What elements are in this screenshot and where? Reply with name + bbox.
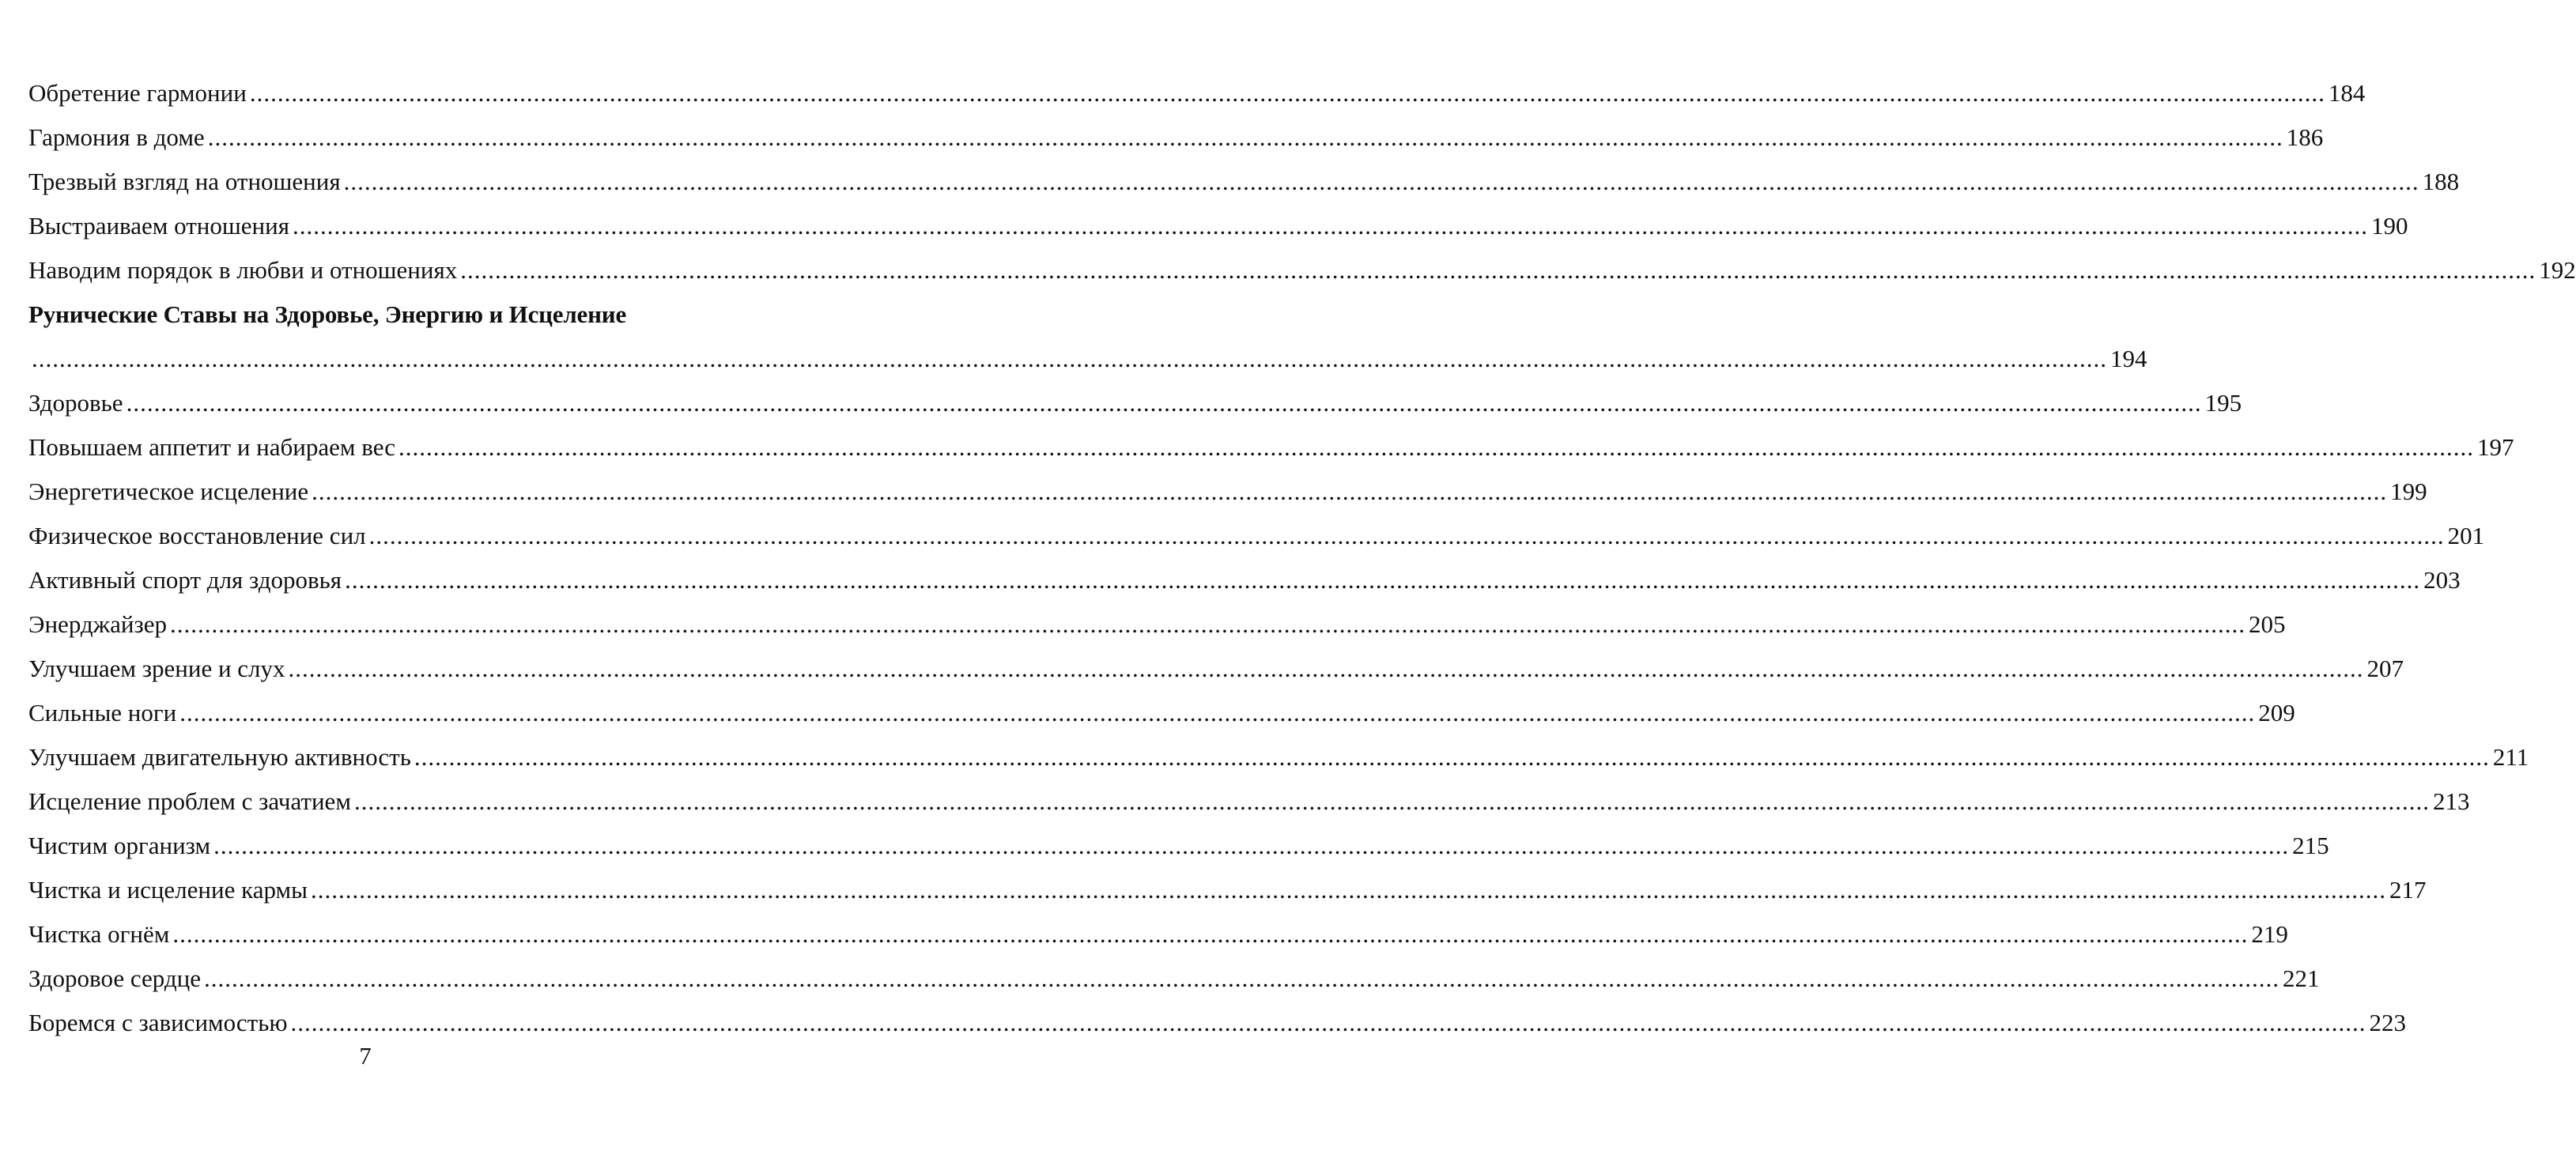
toc-entry-title: Чистка и исцеление кармы xyxy=(28,876,308,904)
toc-entry-page: 219 xyxy=(2251,920,2288,948)
dot-leader: ............................................................................................................................................................................................................................................................................................................ xyxy=(126,389,2202,417)
toc-entry-page: 197 xyxy=(2477,433,2514,461)
dot-leader: ............................................................................................................................................................................................................................................................................................................ xyxy=(343,168,2419,195)
toc-entry xyxy=(28,691,2295,735)
toc-entry xyxy=(28,470,2427,514)
toc-entry xyxy=(28,647,2404,691)
section-heading: Рунические Ставы на Здоровье, Энергию и Исцеление xyxy=(28,300,626,328)
toc-entry xyxy=(28,115,2324,160)
toc-entry xyxy=(28,514,2485,558)
toc-entry xyxy=(28,779,2470,824)
toc-entry-title: Улучшаем двигательную активность xyxy=(28,743,411,771)
toc-entry-title: Повышаем аппетит и набираем вес xyxy=(28,433,396,461)
dot-leader: ............................................................................................................................................................................................................................................................................................................ xyxy=(169,610,2246,638)
dot-leader: ............................................................................................................................................................................................................................................................................................................ xyxy=(310,876,2386,904)
toc-entry-page: 211 xyxy=(2492,743,2529,771)
toc-entry-page: 188 xyxy=(2422,168,2460,195)
toc-entry xyxy=(28,824,2329,868)
toc-entry xyxy=(28,71,2366,115)
section-page-number: 194 xyxy=(2110,345,2147,372)
toc-entry xyxy=(28,912,2288,957)
dot-leader: ............................................................................................................................................................................................................................................................................................................ xyxy=(32,345,2107,372)
toc-entry-page: 186 xyxy=(2286,123,2324,151)
toc-entry-title: Гармония в доме xyxy=(28,123,205,151)
toc-entry xyxy=(28,1001,2407,1045)
dot-leader: ............................................................................................................................................................................................................................................................................................................ xyxy=(345,566,2421,594)
toc-entry-page: 213 xyxy=(2432,787,2470,815)
toc-entry-page: 205 xyxy=(2248,610,2286,638)
toc-entry-title: Обретение гармонии xyxy=(28,79,247,107)
toc-entry-title: Сильные ноги xyxy=(28,699,177,726)
toc-entry-page: 209 xyxy=(2258,699,2295,726)
toc-entry-title: Здоровье xyxy=(28,389,123,417)
dot-leader: ............................................................................................................................................................................................................................................................................................................ xyxy=(203,964,2279,992)
toc-entry-page: 223 xyxy=(2369,1009,2407,1036)
toc-entry-page: 221 xyxy=(2282,964,2320,992)
toc-entry xyxy=(28,425,2514,470)
dot-leader: ............................................................................................................................................................................................................................................................................................................ xyxy=(249,79,2325,107)
toc-entry xyxy=(28,381,2242,425)
dot-leader: ............................................................................................................................................................................................................................................................................................................ xyxy=(179,699,2256,726)
toc-entry xyxy=(28,204,2408,248)
toc-entry-page: 207 xyxy=(2366,655,2404,682)
section-heading-page-row xyxy=(28,337,2147,381)
toc-entry xyxy=(28,558,2461,602)
toc-entry-title: Наводим порядок в любви и отношениях xyxy=(28,256,458,284)
dot-leader: ............................................................................................................................................................................................................................................................................................................ xyxy=(290,1009,2366,1036)
dot-leader: ............................................................................................................................................................................................................................................................................................................ xyxy=(207,123,2283,151)
toc-entry xyxy=(28,602,2286,647)
toc-entry-page: 184 xyxy=(2328,79,2366,107)
toc-entry xyxy=(28,868,2427,912)
table-of-contents xyxy=(28,71,2576,1045)
dot-leader: ............................................................................................................................................................................................................................................................................................................ xyxy=(288,655,2364,682)
toc-entry-title: Физическое восстановление сил xyxy=(28,522,366,549)
toc-list-before xyxy=(28,71,2576,292)
toc-entry-title: Чистим организм xyxy=(28,832,211,859)
page-number: 7 xyxy=(359,1042,372,1070)
dot-leader: ............................................................................................................................................................................................................................................................................................................ xyxy=(414,743,2490,771)
toc-entry-page: 192 xyxy=(2539,256,2576,284)
toc-entry-page: 190 xyxy=(2370,212,2408,240)
dot-leader: ............................................................................................................................................................................................................................................................................................................ xyxy=(353,787,2430,815)
toc-entry xyxy=(28,248,2576,292)
toc-entry-title: Боремся с зависимостью xyxy=(28,1009,288,1036)
toc-entry-title: Энерджайзер xyxy=(28,610,167,638)
toc-entry xyxy=(28,735,2529,779)
toc-entry-title: Исцеление проблем с зачатием xyxy=(28,787,351,815)
toc-entry-page: 201 xyxy=(2447,522,2485,549)
toc-entry-title: Улучшаем зрение и слух xyxy=(28,655,285,682)
toc-entry xyxy=(28,957,2320,1001)
toc-entry-page: 217 xyxy=(2389,876,2427,904)
toc-entry-title: Энергетическое исцеление xyxy=(28,477,309,505)
toc-entry-title: Чистка огнём xyxy=(28,920,170,948)
toc-entry-page: 199 xyxy=(2390,477,2427,505)
dot-leader: ............................................................................................................................................................................................................................................................................................................ xyxy=(368,522,2445,549)
toc-entry-title: Трезвый взгляд на отношения xyxy=(28,168,341,195)
toc-entry-title: Активный спорт для здоровья xyxy=(28,566,342,594)
toc-entry-page: 195 xyxy=(2204,389,2242,417)
toc-entry xyxy=(28,160,2460,204)
toc-entry-page: 215 xyxy=(2292,832,2329,859)
dot-leader: ............................................................................................................................................................................................................................................................................................................ xyxy=(292,212,2368,240)
dot-leader: ............................................................................................................................................................................................................................................................................................................ xyxy=(460,256,2536,284)
toc-entry-title: Выстраиваем отношения xyxy=(28,212,289,240)
dot-leader: ............................................................................................................................................................................................................................................................................................................ xyxy=(172,920,2249,948)
dot-leader: ............................................................................................................................................................................................................................................................................................................ xyxy=(213,832,2290,859)
toc-entry-page: 203 xyxy=(2423,566,2461,594)
dot-leader: ............................................................................................................................................................................................................................................................................................................ xyxy=(312,477,2388,505)
toc-entry-title: Здоровое сердце xyxy=(28,964,201,992)
toc-list-after xyxy=(28,381,2529,1045)
dot-leader: ............................................................................................................................................................................................................................................................................................................ xyxy=(398,433,2475,461)
